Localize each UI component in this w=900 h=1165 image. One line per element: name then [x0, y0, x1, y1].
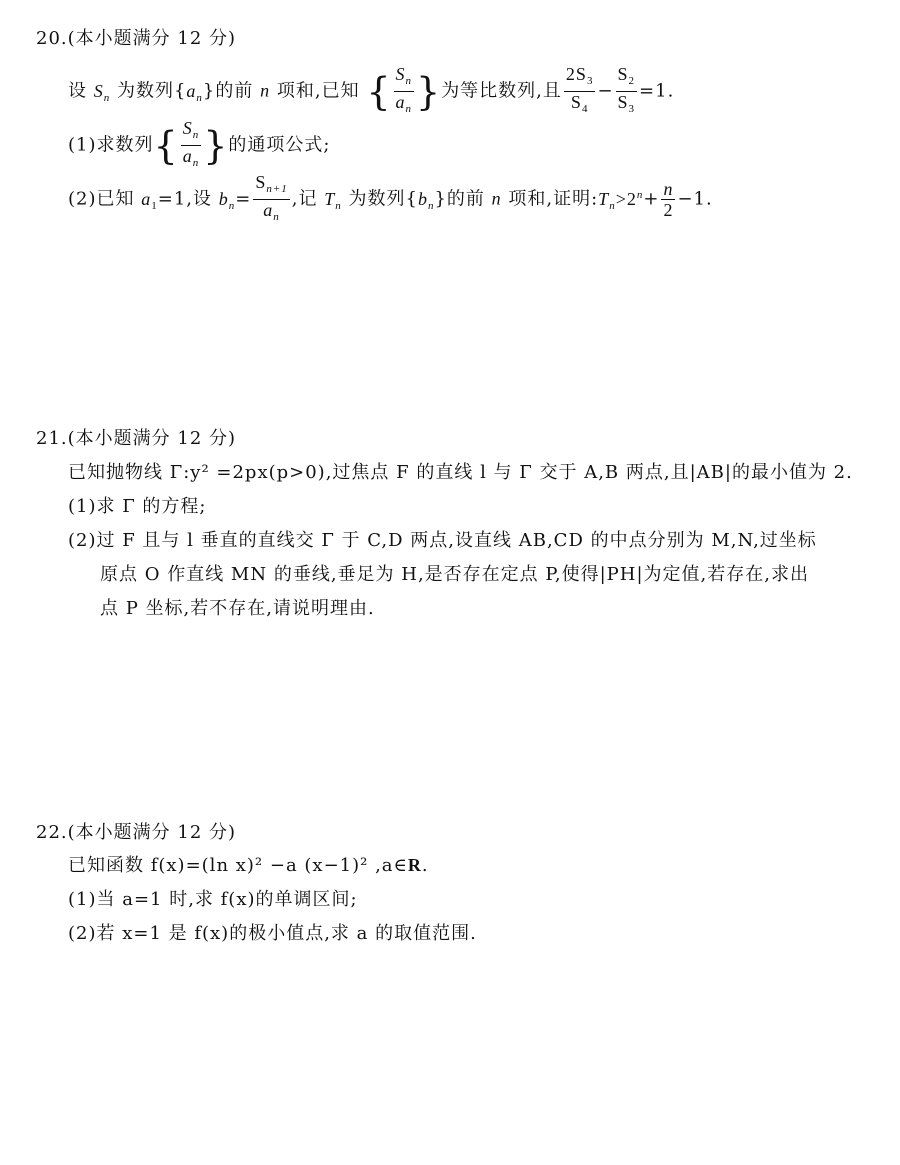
problem-21-part2-line1: (2)过 F 且与 l 垂直的直线交 Γ 于 C,D 两点,设直线 AB,CD 的中点分别为 M,N,过坐标: [68, 530, 817, 551]
fraction-Sn-over-an: $\frac{S_n}{a_n}$: [182, 118, 200, 169]
equals: =: [235, 188, 252, 210]
math-n: n: [491, 188, 502, 209]
problem-21-part2-line2: 原点 O 作直线 MN 的垂线,垂足为 H,是否存在定点 P,使得|PH|为定值,若存在,求出: [100, 564, 809, 585]
math-a1: $a_1$: [141, 188, 158, 212]
fraction-S2-over-S3: $\frac{S_2}{S_3}$: [617, 64, 636, 115]
math-bn: $b_n$: [218, 188, 236, 212]
text: (1)求数列: [68, 134, 154, 156]
text: 设: [68, 80, 87, 102]
problem-21-part2-line3: 点 P 坐标,若不存在,请说明理由.: [100, 598, 375, 619]
math-Tn: $T_n$: [324, 188, 342, 212]
right-brace: }: [416, 69, 442, 114]
math-S: $S_n$: [93, 80, 111, 104]
problem-21-part1: (1)求 Γ 的方程;: [68, 496, 207, 517]
text: 已知函数 f(x)=(ln x)² −a (x−1)² ,a∈: [68, 855, 408, 876]
text: 项和,证明:: [508, 188, 599, 210]
problem-22-part1: (1)当 a=1 时,求 f(x)的单调区间;: [68, 889, 358, 910]
text: }的前: [202, 80, 254, 102]
math-n: n: [260, 80, 271, 101]
problem-22-statement: [68, 851, 429, 877]
problem-20-title: 20.(本小题满分 12 分): [36, 28, 237, 49]
math-Tn: $T_n$: [598, 188, 616, 212]
fraction-Sn-over-an: $\frac{S_n}{a_n}$: [395, 64, 412, 115]
problem-22-part2: (2)若 x=1 是 f(x)的极小值点,求 a 的取值范围.: [68, 923, 477, 944]
problem-21-title: 21.(本小题满分 12 分): [36, 428, 237, 449]
problem-20-part2: [68, 172, 713, 227]
math-a: $a_n$: [186, 80, 203, 104]
math-R: R: [407, 855, 422, 875]
text: =1.: [639, 80, 675, 102]
text: 为数列{: [348, 188, 418, 210]
fraction-n-over-2: $\frac{n}{2}$: [663, 179, 674, 220]
problem-22-title: 22.(本小题满分 12 分): [36, 822, 237, 843]
text: (2)已知: [68, 188, 135, 210]
fraction-2S3-over-S4: $\frac{2S_3}{S_4}$: [565, 64, 594, 115]
problem-20-statement: [68, 64, 674, 119]
math-bn: $b_n$: [417, 188, 435, 212]
problem-21-statement: 已知抛物线 Γ:y² =2px(p>0),过焦点 F 的直线 l 与 Γ 交于 A,B 两点,且|AB|的最小值为 2.: [68, 462, 853, 483]
fraction-Sn1-over-an: $\frac{S_{n+1}}{a_n}$: [255, 172, 288, 223]
right-brace: }: [203, 123, 229, 168]
left-brace: {: [153, 123, 179, 168]
minus: −: [597, 80, 614, 102]
problem-20-part1: [68, 118, 330, 173]
text: ,记: [291, 188, 318, 210]
text: }的前: [434, 188, 485, 210]
text: −1.: [677, 188, 713, 210]
left-brace: {: [366, 69, 392, 114]
math-gt: $>2^n$: [615, 188, 644, 209]
text: 为等比数列,且: [441, 80, 562, 102]
text: .: [421, 855, 429, 876]
text: =1,设: [157, 188, 212, 210]
text: 项和,已知: [276, 80, 360, 102]
text: 的通项公式;: [228, 134, 331, 156]
plus: +: [643, 188, 660, 210]
text: 为数列{: [116, 80, 187, 102]
